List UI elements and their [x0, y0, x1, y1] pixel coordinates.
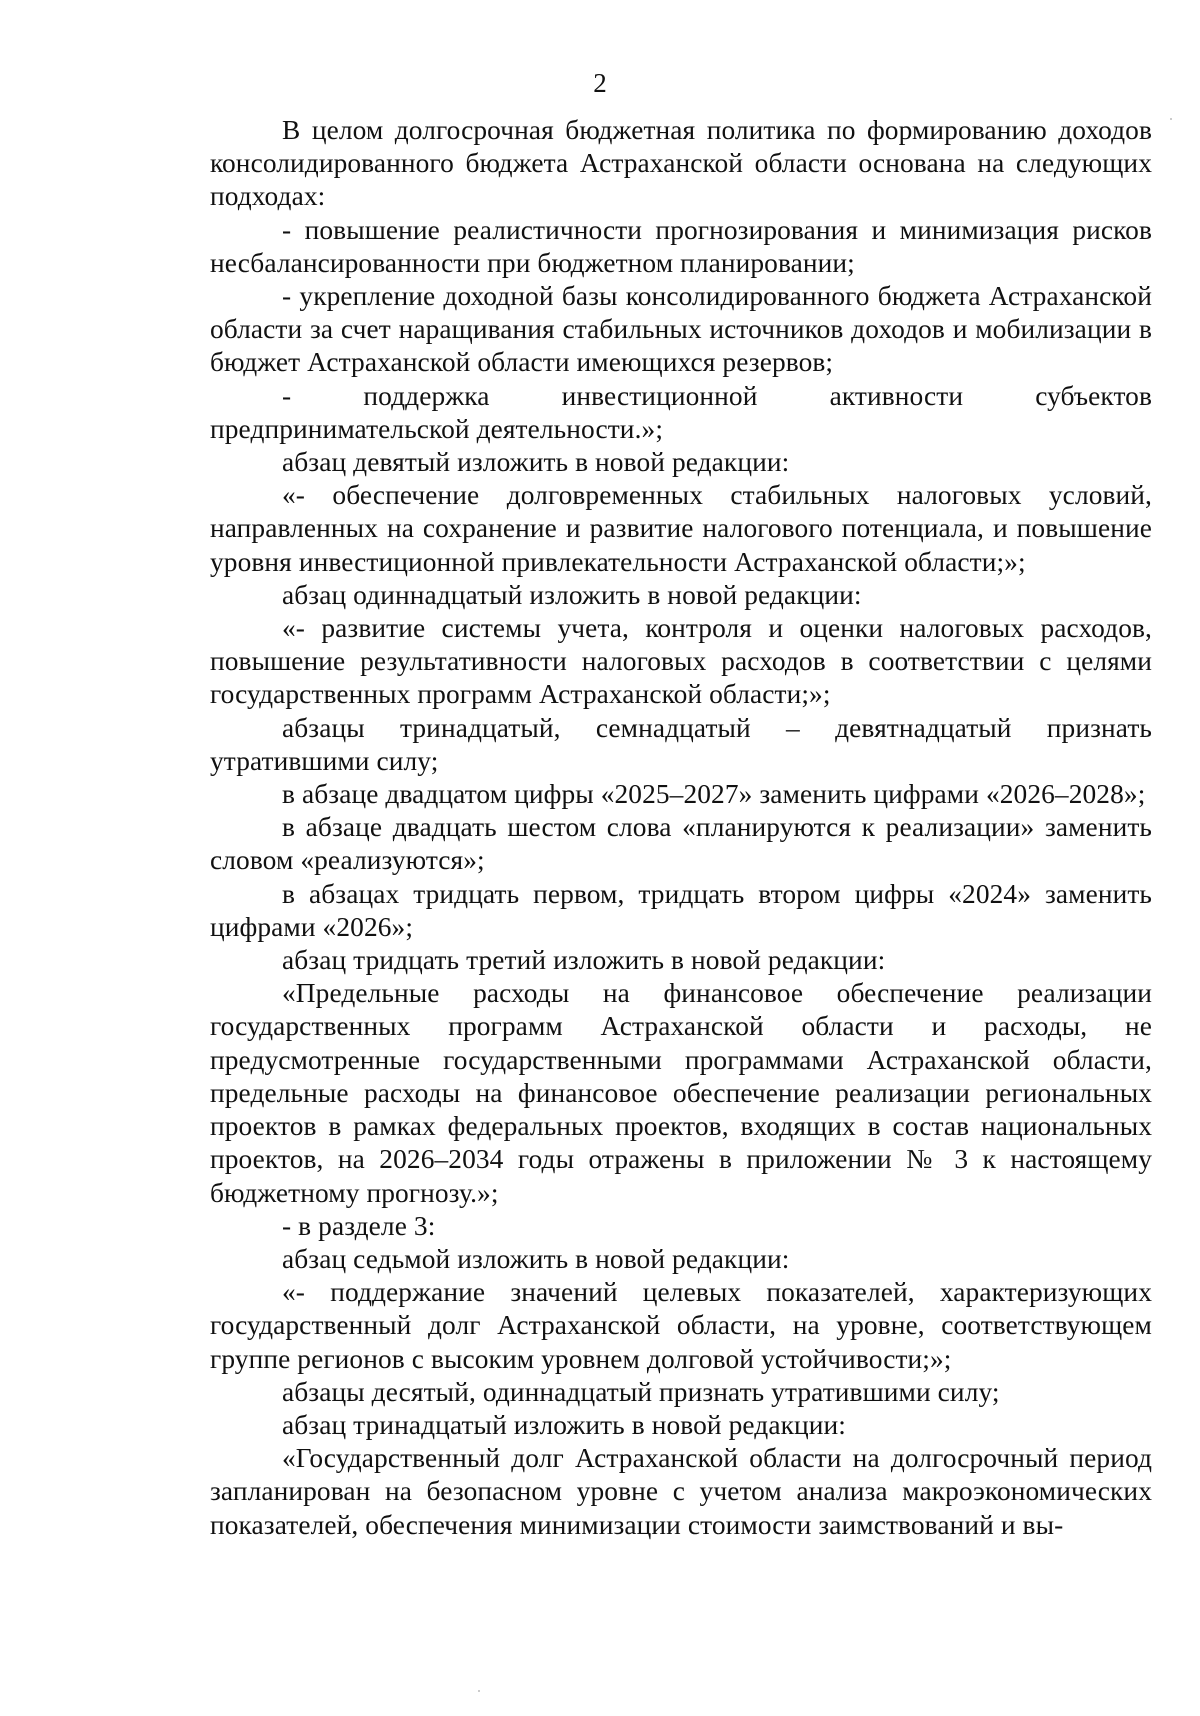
paragraph-instruction: абзац тринадцатый изложить в новой редакции:	[282, 1409, 846, 1440]
paragraph-quote: «Государственный долг Астраханской области на долгосрочный период запланирован на безопасном уровне с учетом анализа макроэкономических показателей, обеспечения минимизации стоимости заимствований и вы-	[210, 1443, 1152, 1540]
paragraph-instruction: абзац одиннадцатый изложить в новой редакции:	[282, 579, 862, 610]
paragraph-instruction: в абзаце двадцать шестом слова «планируются к реализации» заменить словом «реализуются»;	[210, 812, 1152, 876]
page-number: 2	[593, 68, 607, 98]
paragraph-intro: В целом долгосрочная бюджетная политика по формированию доходов консолидированного бюджета Астраханской области основана на следующих подходах:	[210, 115, 1152, 212]
paragraph-quote: «- поддержание значений целевых показателей, характеризующих государственный долг Астраханской области, на уровне, соответствующем группе регионов с высоким уровнем долговой устойчивости;»;	[210, 1277, 1152, 1374]
paragraph-instruction: абзацы десятый, одиннадцатый признать утратившими силу;	[282, 1376, 1000, 1407]
paragraph-quote: «- развитие системы учета, контроля и оценки налоговых расходов, повышение результативности налоговых расходов в соответствии с целями государственных программ Астраханской области;»;	[210, 613, 1152, 710]
paragraph-quote: «Предельные расходы на финансовое обеспечение реализации государственных программ Астраханской области и расходы, не предусмотренные государственными программами Астраханской области, предельные расходы на финансовое обеспечение реализации региональных проектов в рамках федеральных проектов, входящих в состав национальных проектов, на 2026–2034 годы отражены в приложении № 3 к настоящему бюджетному прогнозу.»;	[210, 978, 1152, 1208]
paragraph-instruction: в абзаце двадцатом цифры «2025–2027» заменить цифрами «2026–2028»;	[282, 779, 1146, 810]
paragraph-instruction: абзац девятый изложить в новой редакции:	[282, 447, 790, 478]
paragraph-item: - укрепление доходной базы консолидированного бюджета Астраханской области за счет наращивания стабильных источников доходов и мобилизации в бюджет Астраханской области имеющихся резервов;	[210, 281, 1152, 378]
paragraph-instruction: абзацы тринадцатый, семнадцатый – девятнадцатый признать утратившими силу;	[210, 712, 1152, 776]
paragraph-instruction: абзац тридцать третий изложить в новой редакции:	[282, 945, 886, 976]
section-reference: - в разделе 3:	[282, 1210, 436, 1241]
scan-speck	[478, 1690, 480, 1692]
scan-speck	[1170, 118, 1172, 120]
paragraph-item: - поддержка инвестиционной активности субъектов предпринимательской деятельности.»;	[210, 380, 1152, 444]
paragraph-item: - повышение реалистичности прогнозирования и минимизация рисков несбалансированности при бюджетном планировании;	[210, 214, 1152, 278]
paragraph-instruction: абзац седьмой изложить в новой редакции:	[282, 1243, 790, 1274]
paragraph-quote: «- обеспечение долговременных стабильных налоговых условий, направленных на сохранение и развитие налогового потенциала, и повышение уровня инвестиционной привлекательности Астраханской области;»;	[210, 480, 1152, 577]
document-body	[210, 114, 1152, 1542]
paragraph-instruction: в абзацах тридцать первом, тридцать втором цифры «2024» заменить цифрами «2026»;	[210, 878, 1152, 942]
